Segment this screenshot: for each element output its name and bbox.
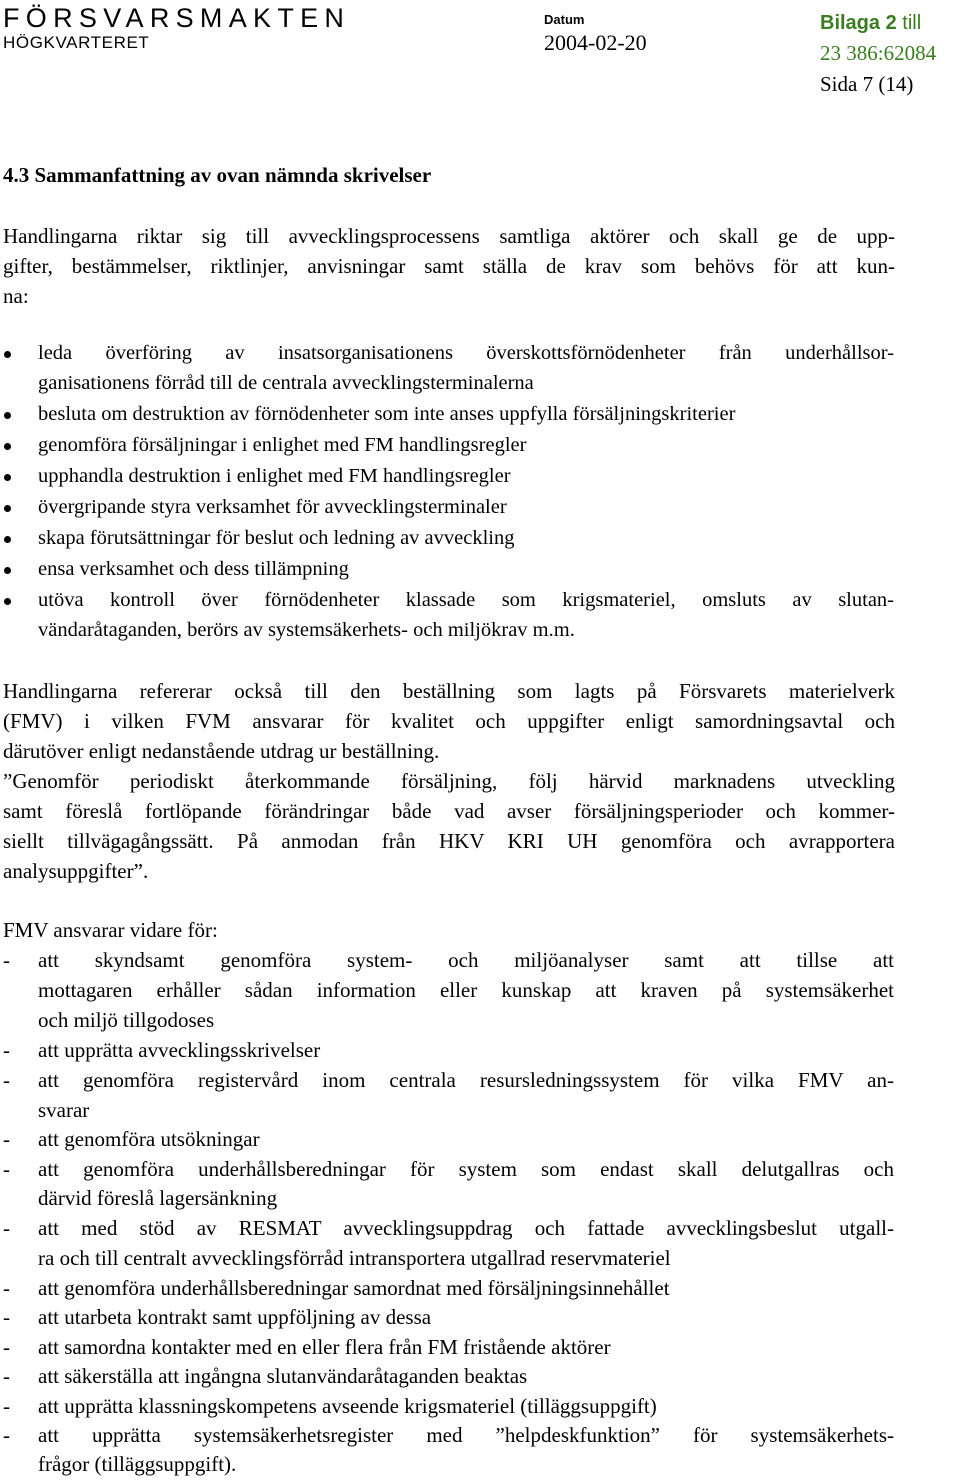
dash-marker: - xyxy=(3,1068,10,1092)
attachment-label xyxy=(820,10,921,36)
bullet-line: upphandla destruktion i enlighet med FM handlingsregler xyxy=(38,465,511,487)
bullet-icon xyxy=(4,474,11,481)
page-number: Sida 7 (14) xyxy=(820,72,914,96)
dash-line: att upprätta avvecklingsskrivelser xyxy=(38,1038,321,1062)
bullet-line: leda överföring av insatsorganisationens överskottsförnödenheter från underhållsor- xyxy=(38,342,894,364)
dash-line: att genomföra registervård inom centrala resursledningssystem för vilka FMV an- xyxy=(38,1068,894,1092)
bullet-line: skapa förutsättningar för beslut och ledning av avveckling xyxy=(38,527,515,549)
date-label: Datum xyxy=(544,12,585,27)
paragraph-line: analysuppgifter”. xyxy=(3,859,149,883)
dash-line: att genomföra underhållsberedningar samordnat med försäljningsinnehållet xyxy=(38,1276,670,1300)
dash-line: ra och till centralt avvecklingsförråd intransportera utgallrad reservmateriel xyxy=(38,1246,671,1270)
dash-line: att genomföra utsökningar xyxy=(38,1127,260,1151)
paragraph-line: samt föreslå fortlöpande förändringar både vad avser försäljningsperioder och kommer- xyxy=(3,799,895,823)
paragraph-line: Handlingarna refererar också till den beställning som lagts på Försvarets materielverk xyxy=(3,679,895,703)
bullet-line: utöva kontroll över förnödenheter klassade som krigsmateriel, omsluts av slutan- xyxy=(38,589,894,611)
section-heading: 4.3 Sammanfattning av ovan nämnda skrivelser xyxy=(3,163,432,187)
dash-line: och miljö tillgodoses xyxy=(38,1008,215,1032)
attachment-number: Bilaga 2 xyxy=(820,12,897,34)
bullet-line: ganisationens förråd till de centrala avvecklingsterminalerna xyxy=(38,372,534,394)
dash-line: att samordna kontakter med en eller flera från FM fristående aktörer xyxy=(38,1335,611,1359)
paragraph-line: ”Genomför periodiskt återkommande försäljning, följ härvid marknadens utveckling xyxy=(3,769,895,793)
bullet-line: genomföra försäljningar i enlighet med FM handlingsregler xyxy=(38,434,527,456)
organization-name: FÖRSVARSMAKTEN xyxy=(3,3,351,33)
dash-line: att genomföra underhållsberedningar för system som endast skall delutgallras och xyxy=(38,1157,894,1181)
paragraph-line: (FMV) i vilken FVM ansvarar för kvalitet och uppgifter enligt samordningsavtal och xyxy=(3,709,895,733)
dash-marker: - xyxy=(3,1127,10,1151)
dash-line: att med stöd av RESMAT avvecklingsuppdrag och fattade avvecklingsbeslut utgall- xyxy=(38,1216,894,1240)
document-header xyxy=(0,0,960,110)
dash-line: därvid föreslå lagersänkning xyxy=(38,1186,278,1210)
dash-marker: - xyxy=(3,1157,10,1181)
bullet-icon xyxy=(4,536,11,543)
dash-marker: - xyxy=(3,948,10,972)
bullet-line: ensa verksamhet och dess tillämpning xyxy=(38,558,349,580)
dash-marker: - xyxy=(3,1276,10,1300)
dash-line: att upprätta systemsäkerhetsregister med ”helpdeskfunktion” för systemsäkerhets- xyxy=(38,1423,894,1447)
bullet-icon xyxy=(4,412,11,419)
document-date: 2004-02-20 xyxy=(544,30,647,55)
dash-marker: - xyxy=(3,1038,10,1062)
paragraph-line: därutöver enligt nedanstående utdrag ur beställning. xyxy=(3,739,440,763)
document-reference: 23 386:62084 xyxy=(820,41,937,65)
bullet-icon xyxy=(4,598,11,605)
dash-marker: - xyxy=(3,1216,10,1240)
paragraph-line: gifter, bestämmelser, riktlinjer, anvisningar samt ställa de krav som behövs för att kun- xyxy=(3,254,895,278)
bullet-icon xyxy=(4,567,11,574)
attachment-to: till xyxy=(902,12,922,34)
dash-marker: - xyxy=(3,1423,10,1447)
dash-line: frågor (tilläggsuppgift). xyxy=(38,1452,237,1476)
dash-line: att utarbeta kontrakt samt uppföljning av dessa xyxy=(38,1305,432,1329)
dash-line: att säkerställa att ingångna slutanvändaråtaganden beaktas xyxy=(38,1364,528,1388)
organization-unit: HÖGKVARTERET xyxy=(3,33,150,52)
bullet-line: besluta om destruktion av förnödenheter som inte anses uppfylla försäljningskriterier xyxy=(38,403,736,425)
dash-line: mottagaren erhåller sådan information eller kunskap att kraven på systemsäkerhet xyxy=(38,978,894,1002)
fmv-heading: FMV ansvarar vidare för: xyxy=(3,918,218,942)
dash-marker: - xyxy=(3,1364,10,1388)
dash-line: att upprätta klassningskompetens avseende krigsmateriel (tilläggsuppgift) xyxy=(38,1394,657,1418)
dash-marker: - xyxy=(3,1335,10,1359)
paragraph-line: Handlingarna riktar sig till avvecklingsprocessens samtliga aktörer och skall ge de upp- xyxy=(3,224,895,248)
dash-line: svarar xyxy=(38,1098,90,1122)
bullet-icon xyxy=(4,351,11,358)
bullet-icon xyxy=(4,505,11,512)
dash-marker: - xyxy=(3,1305,10,1329)
bullet-line: vändaråtaganden, berörs av systemsäkerhets- och miljökrav m.m. xyxy=(38,619,575,641)
bullet-icon xyxy=(4,443,11,450)
dash-marker: - xyxy=(3,1394,10,1418)
paragraph-line: siellt tillvägagångssätt. På anmodan från HKV KRI UH genomföra och avrapportera xyxy=(3,829,895,853)
bullet-line: övergripande styra verksamhet för avvecklingsterminaler xyxy=(38,496,507,518)
dash-line: att skyndsamt genomföra system- och miljöanalyser samt att tillse att xyxy=(38,948,894,972)
paragraph-line: na: xyxy=(3,284,29,308)
